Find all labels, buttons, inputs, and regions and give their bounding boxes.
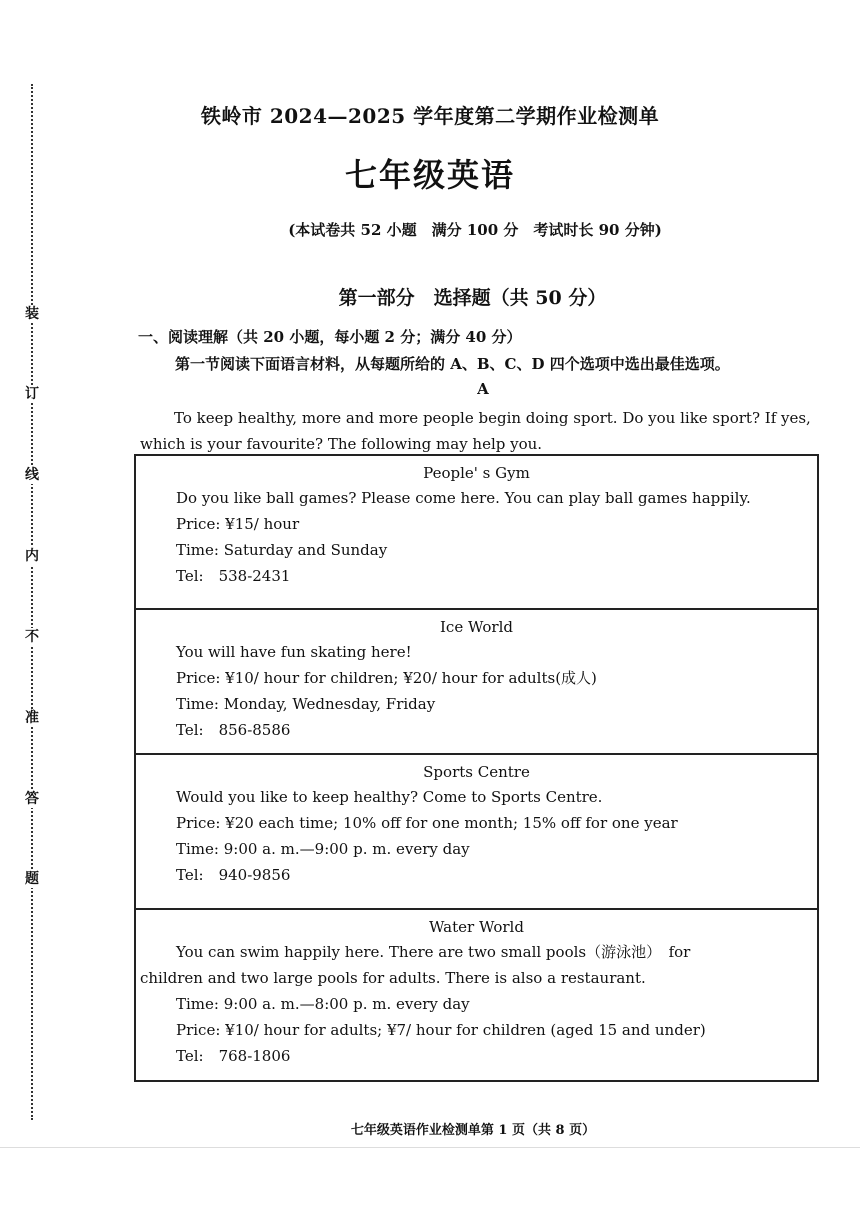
binding-char: 题 <box>25 871 39 887</box>
ad-name: People' s Gym <box>423 464 530 482</box>
ad-time: Time: 9:00 a. m.—9:00 p. m. every day <box>176 840 470 858</box>
ad-name: Sports Centre <box>423 763 530 781</box>
part-title: 第一部分 选择题（共 50 分） <box>338 287 607 309</box>
ad-tel: Tel: 768-1806 <box>176 1047 291 1065</box>
ad-price: Price: ¥10/ hour for children; ¥20/ hour for adults(成人) <box>176 669 597 687</box>
binding-char: 线 <box>25 467 39 483</box>
ad-price: Price: ¥20 each time; 10% off for one month; 15% off for one year <box>176 814 678 832</box>
ad-tel: Tel: 856-8586 <box>176 721 291 739</box>
ad-tel: Tel: 538-2431 <box>176 567 291 585</box>
ads-box <box>134 454 819 1082</box>
ad-desc: You will have fun skating here! <box>176 643 412 661</box>
exam-title: 铁岭市 2024—2025 学年度第二学期作业检测单 <box>200 104 660 128</box>
ad-time: Time: Monday, Wednesday, Friday <box>176 695 436 713</box>
page-footer: 七年级英语作业检测单第 1 页（共 8 页） <box>350 1123 596 1138</box>
ad-ice-world <box>136 610 817 755</box>
binding-char: 装 <box>25 306 39 322</box>
binding-char: 答 <box>25 791 39 807</box>
passage-intro: To keep healthy, more and more people begin doing sport. Do you like sport? If yes, which is your favourite? The following may help you. <box>140 409 811 453</box>
binding-char: 订 <box>25 386 39 402</box>
section-instruction: 第一节阅读下面语言材料，从每题所给的 A、B、C、D 四个选项中选出最佳选项。 <box>175 355 730 373</box>
page-bottom-divider <box>0 1147 860 1148</box>
binding-char: 内 <box>25 548 39 564</box>
ad-desc-continued: children and two large pools for adults. There is also a restaurant. <box>140 969 646 987</box>
ad-price: Price: ¥15/ hour <box>176 515 300 533</box>
subject-title: 七年级英语 <box>344 156 515 194</box>
ad-water-world <box>136 910 817 1080</box>
ad-name: Ice World <box>440 618 513 636</box>
ad-time: Time: 9:00 a. m.—8:00 p. m. every day <box>176 995 470 1013</box>
ad-price: Price: ¥10/ hour for adults; ¥7/ hour for children (aged 15 and under) <box>176 1021 706 1039</box>
ad-desc: Do you like ball games? Please come here. You can play ball games happily. <box>176 489 751 507</box>
ad-desc: Would you like to keep healthy? Come to Sports Centre. <box>176 788 603 806</box>
binding-char: 准 <box>25 710 39 726</box>
ad-tel: Tel: 940-9856 <box>176 866 291 884</box>
ad-time: Time: Saturday and Sunday <box>176 541 388 559</box>
ad-sports-centre <box>136 755 817 910</box>
section-heading: 一、阅读理解（共 20 小题，每小题 2 分；满分 40 分） <box>138 328 522 346</box>
binding-char: 不 <box>25 629 39 645</box>
ad-name: Water World <box>429 918 524 936</box>
ad-peoples-gym <box>136 456 817 610</box>
exam-info: (本试卷共 52 小题 满分 100 分 考试时长 90 分钟) <box>288 221 662 239</box>
ad-desc: You can swim happily here. There are two small pools（游泳池） for <box>176 943 691 961</box>
passage-letter: A <box>477 380 489 398</box>
